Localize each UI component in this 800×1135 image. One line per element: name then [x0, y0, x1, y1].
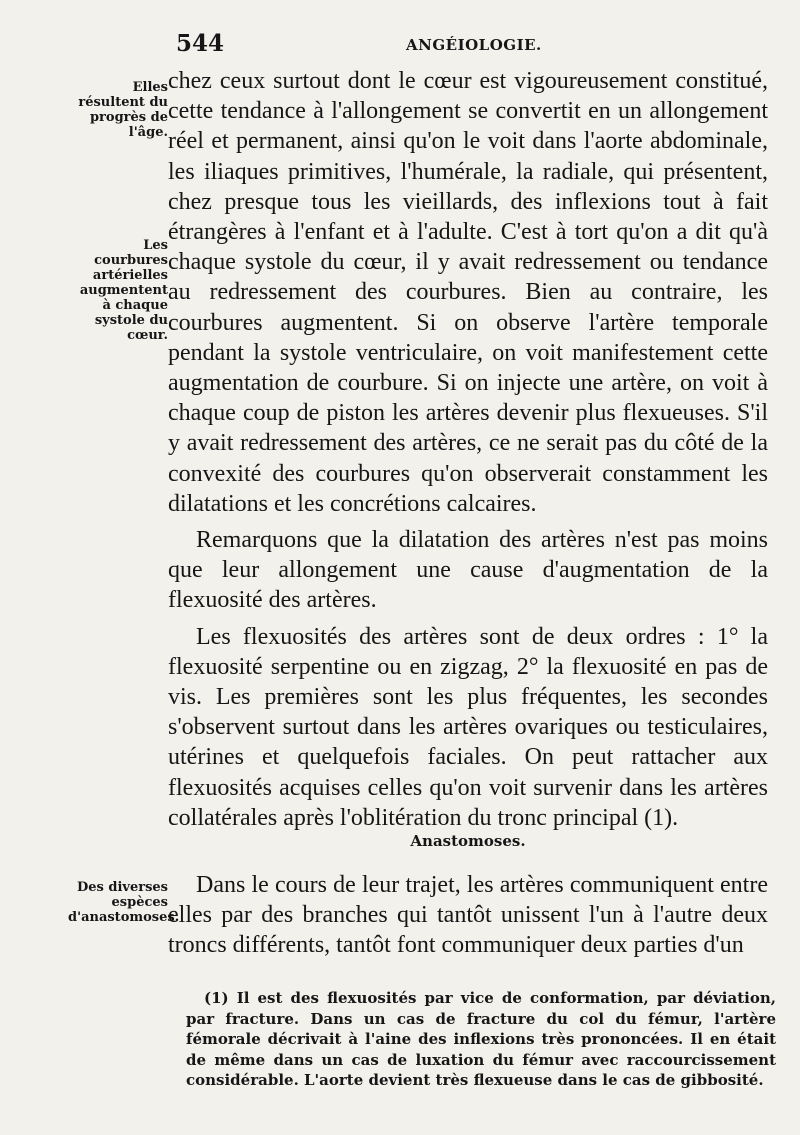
- section-heading-anastomoses: Anastomoses.: [410, 832, 526, 850]
- main-text-lower: [168, 870, 768, 961]
- paragraph-2: Remarquons que la dilatation des artères n'est pas moins que leur allongement une cause d'augmentation de la flexuosité des artères.: [168, 527, 768, 614]
- paragraph-1: chez ceux surtout dont le cœur est vigoureusement constitué, cette tendance à l'allongement se convertit en un allongement réel et permanent, ainsi qu'on le voit dans l'aorte abdominale, les iliaques primitives, l'humérale, la radiale, qui présentent, chez presque tous les vieillards, des inflexions tout à fait étrangères à l'enfant et à l'adulte. C'est à tort qu'on a dit qu'à chaque systole du cœur, il y avait redressement ou tendance au redressement des courbures. Bien au contraire, les courbures augmentent. Si on observe l'artère temporale pendant la systole ventriculaire, on voit manifestement cette augmentation de courbure. Si on injecte une artère, on voit à chaque coup de piston les artères devenir plus flexueuses. S'il y avait redressement des artères, ce ne serait pas du côté de la convexité des courbures qu'on observerait constamment les dilatations et les concrétions calcaires.: [168, 68, 768, 517]
- page-header: [170, 30, 770, 60]
- main-text-upper: [168, 66, 768, 833]
- footnote-text: (1) Il est des flexuosités par vice de conformation, par déviation, par fracture. Dans un cas de fracture du col du fémur, l'artère fémorale décrivait à l'aine des inflexions très prononcées. Il en était de même dans un cas de luxation du fémur avec raccourcissement considérable. L'aorte devient très flexueuse dans le cas de gibbosité.: [186, 989, 776, 1089]
- footnote: [186, 988, 776, 1091]
- margin-note-age: Elles résultent du progrès de l'âge.: [78, 80, 168, 140]
- paragraph-4: Dans le cours de leur trajet, les artères communiquent entre elles par des branches qui tantôt unissent l'un à l'autre deux troncs différents, tantôt font communiquer deux parties d'un: [168, 872, 768, 959]
- paragraph-3: Les flexuosités des artères sont de deux ordres : 1° la flexuosité serpentine ou en zigzag, 2° la flexuosité en pas de vis. Les premières sont les plus fréquentes, les secondes s'observent surtout dans les artères ovariques ou testiculaires, utérines et quelquefois faciales. On peut rattacher aux flexuosités acquises celles qu'on voit survenir dans les artères collatérales après l'oblitération du tronc principal (1).: [168, 623, 768, 831]
- margin-note-anastomoses: Des diverses espèces d'anastomoses.: [68, 880, 180, 925]
- page-number: 544: [176, 30, 225, 57]
- margin-note-courbures: Les courbures artérielles augmentent à chaque systole du cœur.: [79, 238, 168, 343]
- running-title: ANGÉIOLOGIE.: [406, 36, 542, 54]
